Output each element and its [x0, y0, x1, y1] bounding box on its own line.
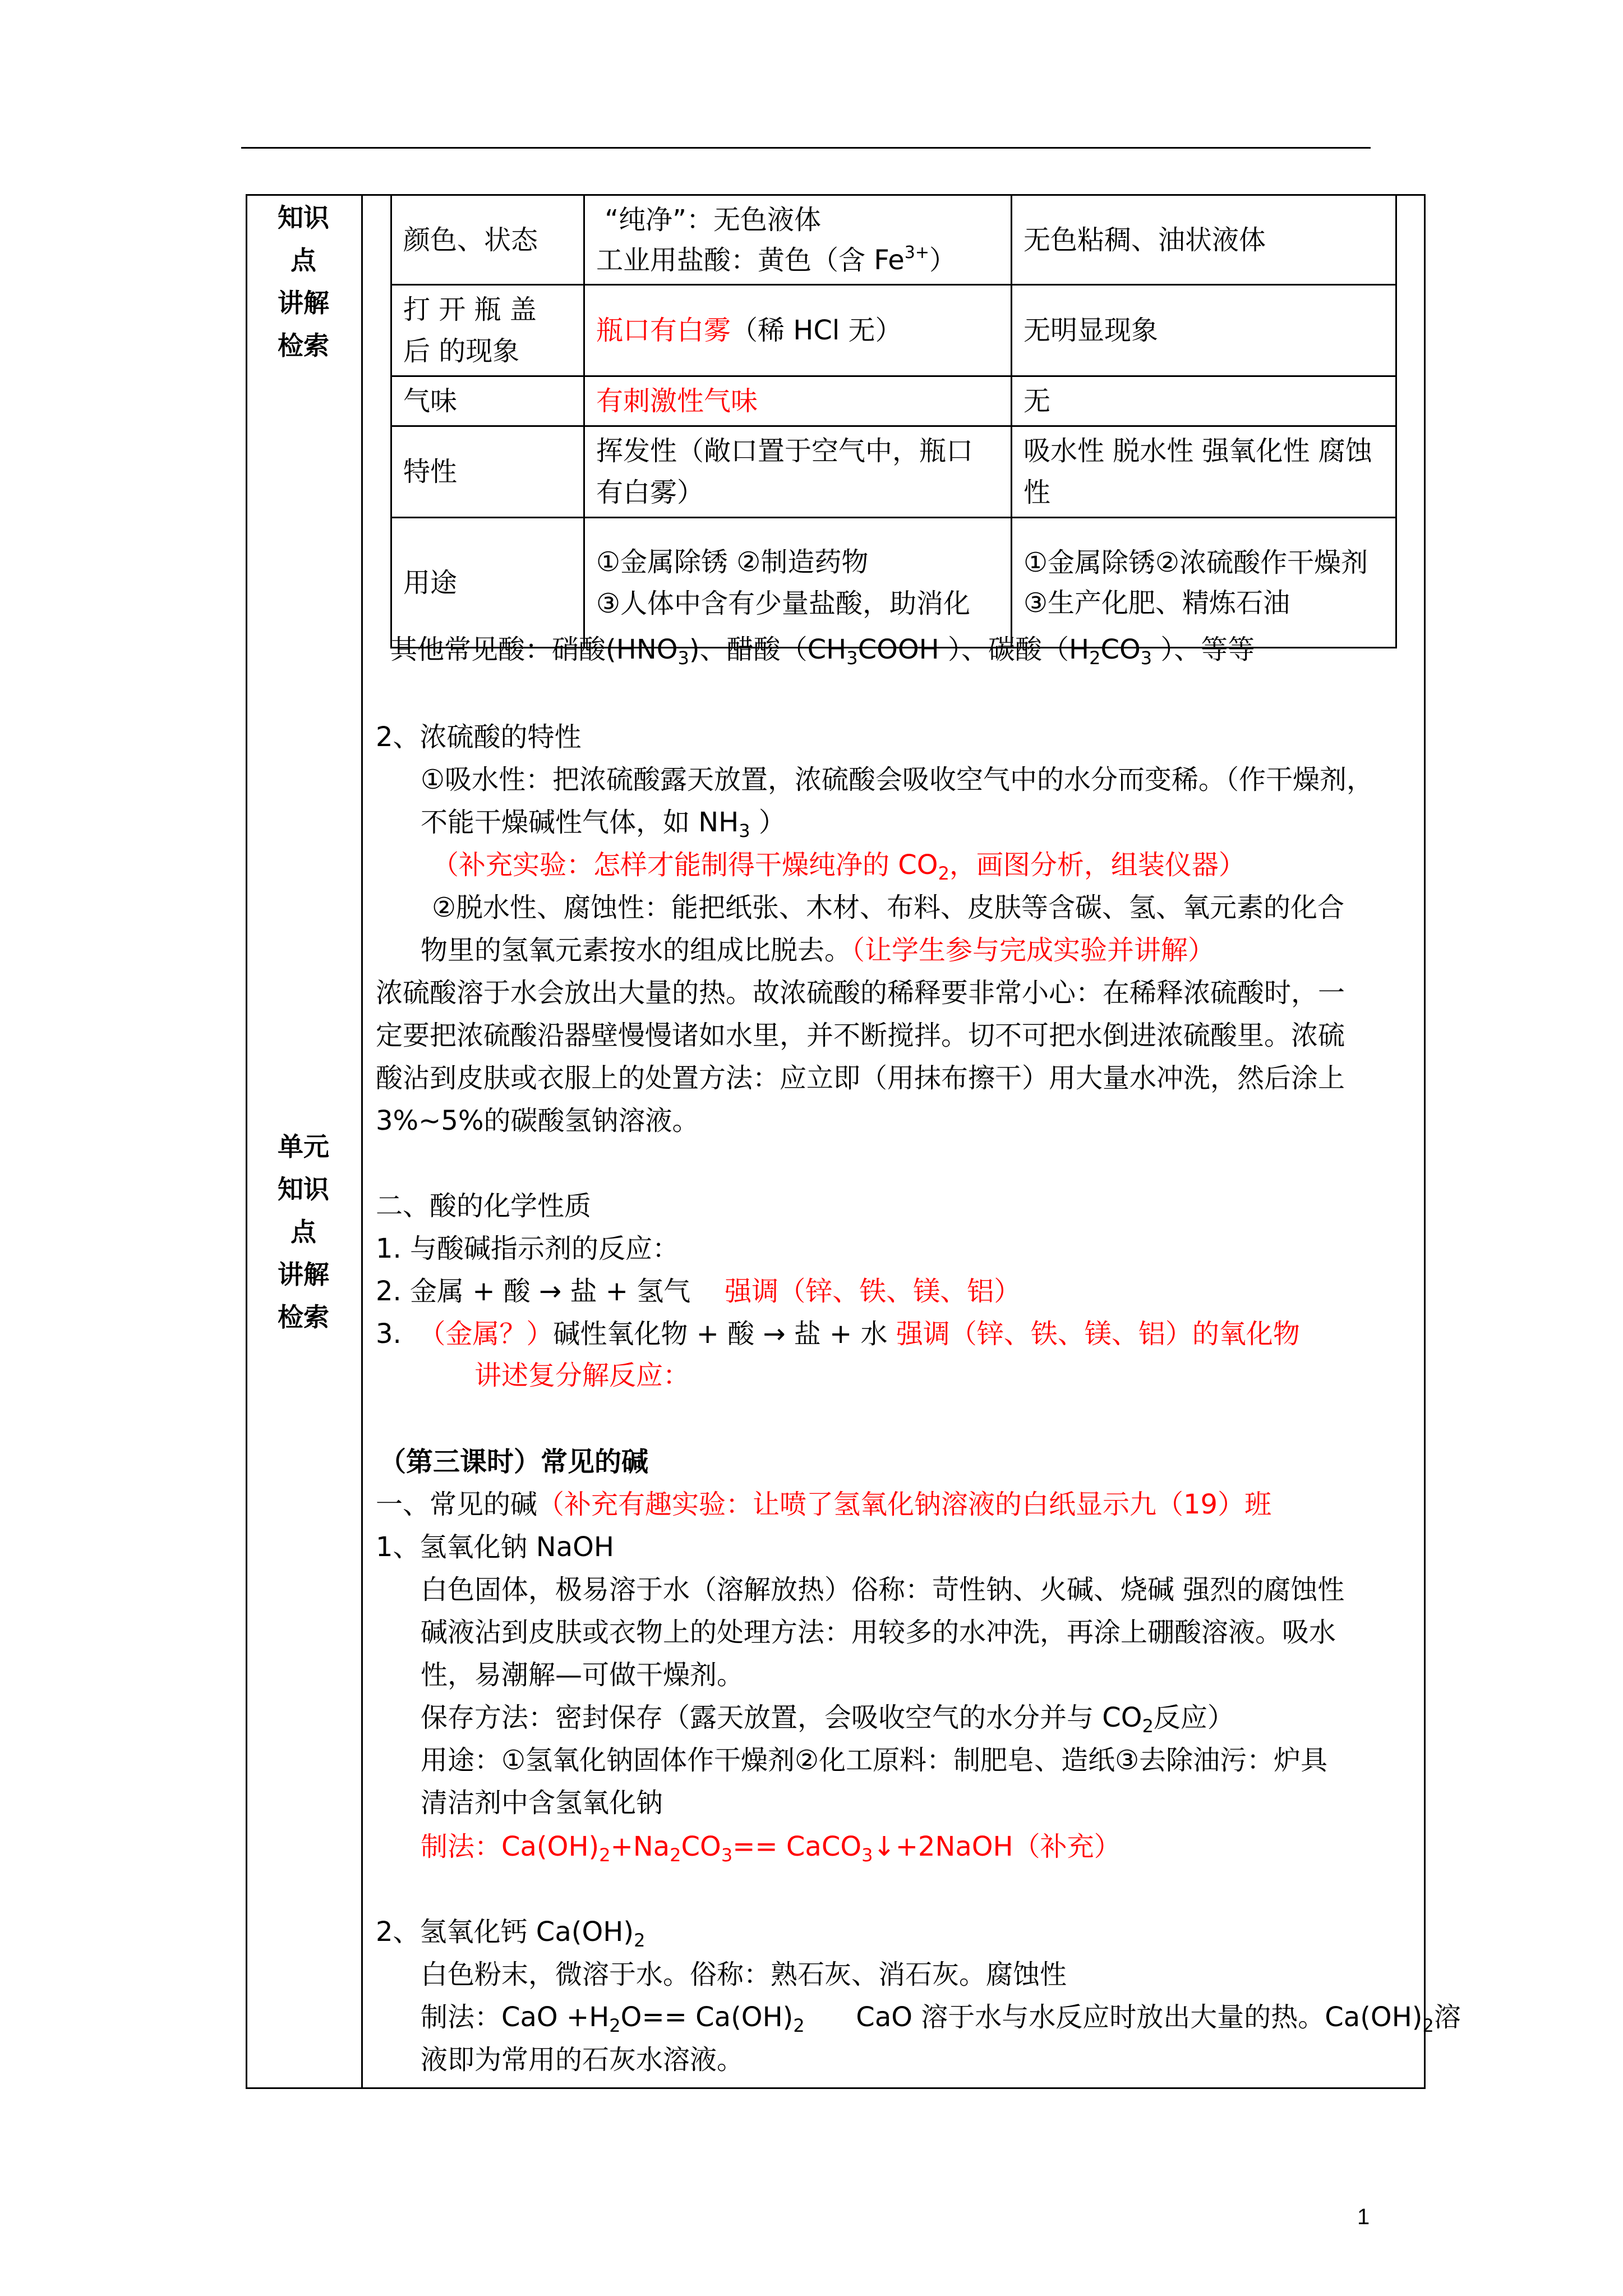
paragraph-line: 酸沾到皮肤或衣服上的处置方法：应立即（用抹布擦干）用大量水冲洗，然后涂上: [376, 1062, 1345, 1094]
list-item: 讲述复分解反应：: [474, 1360, 690, 1391]
h2so4-cell: 无: [1012, 376, 1396, 426]
paragraph-line: 一、常见的碱（补充有趣实验：让喷了氢氧化钠溶液的白纸显示九（19）班: [376, 1489, 1272, 1520]
row-label: 颜色、状态: [391, 195, 584, 285]
supplement-note: （补充实验：怎样才能制得干燥纯净的 $CO_2$，画图分析，组装仪器）: [432, 849, 1246, 884]
paragraph-line: 碱液沾到皮肤或衣物上的处理方法：用较多的水冲洗，再涂上硼酸溶液。吸水: [421, 1617, 1336, 1648]
page-number: 1: [1357, 2205, 1370, 2229]
subsection-title: 1、氢氧化钠 NaOH: [376, 1531, 614, 1563]
row-label: 打 开 瓶 盖 后 的现象: [391, 285, 584, 376]
hcl-cell: 瓶口有白雾（稀 HCl 无）: [584, 285, 1012, 376]
paragraph-line: 白色粉末，微溶于水。俗称：熟石灰、消石灰。腐蚀性: [421, 1959, 1067, 1990]
paragraph-line: 不能干燥碱性气体，如 $NH_3$ ）: [421, 807, 786, 841]
subsection-title: 2、氢氧化钙 $Ca(OH)_2$: [376, 1916, 645, 1951]
hcl-cell: ①金属除锈 ②制造药物 ③人体中含有少量盐酸，助消化: [584, 518, 1012, 648]
list-item: 1. 与酸碱指示剂的反应：: [376, 1233, 680, 1264]
table-row: [391, 285, 1396, 376]
other-acids-line: 其他常见酸：硝酸$(HNO_3)$、醋酸（$CH_3COOH$ ）、碳酸（$H_2CO_3$ ）、等等: [390, 634, 1255, 669]
list-item: 2. 金属 + 酸 → 盐 + 氢气 强调（锌、铁、镁、铝）: [376, 1276, 1021, 1307]
paragraph-line: 液即为常用的石灰水溶液。: [421, 2044, 744, 2076]
list-item: 3. （金属？）碱性氧化物 + 酸 → 盐 + 水 强调（锌、铁、镁、铝）的氧化物: [376, 1318, 1300, 1350]
paragraph-line: 物里的氢氧元素按水的组成比脱去。（让学生参与完成实验并讲解）: [421, 935, 1215, 966]
preparation-line: 制法：$Ca(OH)_2+Na_2CO_3==$ CaCO$_3$↓+2NaOH（补充）: [421, 1831, 1121, 1866]
hcl-cell: “纯净”：无色液体 工业用盐酸：黄色（含 $Fe^{3+}$）: [584, 195, 1012, 285]
row-label: 用途: [391, 518, 584, 648]
table-row: [391, 376, 1396, 426]
acid-properties-table: [390, 194, 1397, 648]
h2so4-cell: 吸水性 脱水性 强氧化性 腐蚀性: [1012, 426, 1396, 518]
paragraph-line: 3%~5%的碳酸氢钠溶液。: [376, 1105, 699, 1137]
hcl-cell: 有刺激性气味: [584, 376, 1012, 426]
table-row: [391, 426, 1396, 518]
section-heading: 2、浓硫酸的特性: [376, 721, 582, 753]
h2so4-cell: 无色粘稠、油状液体: [1012, 195, 1396, 285]
paragraph-line: 制法：CaO $+H_2O== Ca(OH)_2$ CaO 溶于水与水反应时放出大量的热。$Ca(OH)_2$溶: [421, 2001, 1461, 2036]
sidebar-label-top: 知识 点 讲解 检索: [278, 203, 329, 361]
paragraph-line: ②脱水性、腐蚀性：能把纸张、木材、布料、皮肤等含碳、氢、氧元素的化合: [432, 892, 1345, 923]
h2so4-cell: ①金属除锈②浓硫酸作干燥剂 ③生产化肥、精炼石油: [1012, 518, 1396, 648]
paragraph-line: 定要把浓硫酸沿器壁慢慢诸如水里，并不断搅拌。切不可把水倒进浓硫酸里。浓硫: [376, 1020, 1345, 1051]
paragraph-line: 用途：①氢氧化钠固体作干燥剂②化工原料：制肥皂、造纸③去除油污：炉具: [421, 1745, 1328, 1776]
paragraph-line: ①吸水性：把浓硫酸露天放置，浓硫酸会吸收空气中的水分而变稀。（作干燥剂，: [421, 764, 1374, 795]
section-heading: （第三课时）常见的碱: [379, 1446, 649, 1478]
sidebar-label-bottom: 单元 知识 点 讲解 检索: [278, 1131, 329, 1332]
section-heading: 二、酸的化学性质: [376, 1190, 592, 1222]
paragraph-line: 白色固体，极易溶于水（溶解放热）俗称：苛性钠、火碱、烧碱 强烈的腐蚀性: [421, 1574, 1345, 1605]
header-rule: [241, 147, 1371, 149]
paragraph-line: 性，易潮解—可做干燥剂。: [421, 1659, 744, 1691]
paragraph-line: 清洁剂中含氢氧化钠: [421, 1787, 663, 1819]
paragraph-line: 浓硫酸溶于水会放出大量的热。故浓硫酸的稀释要非常小心：在稀释浓硫酸时，一: [376, 977, 1345, 1009]
paragraph-line: 保存方法：密封保存（露天放置，会吸收空气的水分并与 $CO_2$反应）: [421, 1702, 1234, 1737]
hcl-cell: 挥发性（敞口置于空气中，瓶口有白雾）: [584, 426, 1012, 518]
table-row: [391, 195, 1396, 285]
h2so4-cell: 无明显现象: [1012, 285, 1396, 376]
column-divider: [361, 194, 363, 2089]
row-label: 气味: [391, 376, 584, 426]
row-label: 特性: [391, 426, 584, 518]
